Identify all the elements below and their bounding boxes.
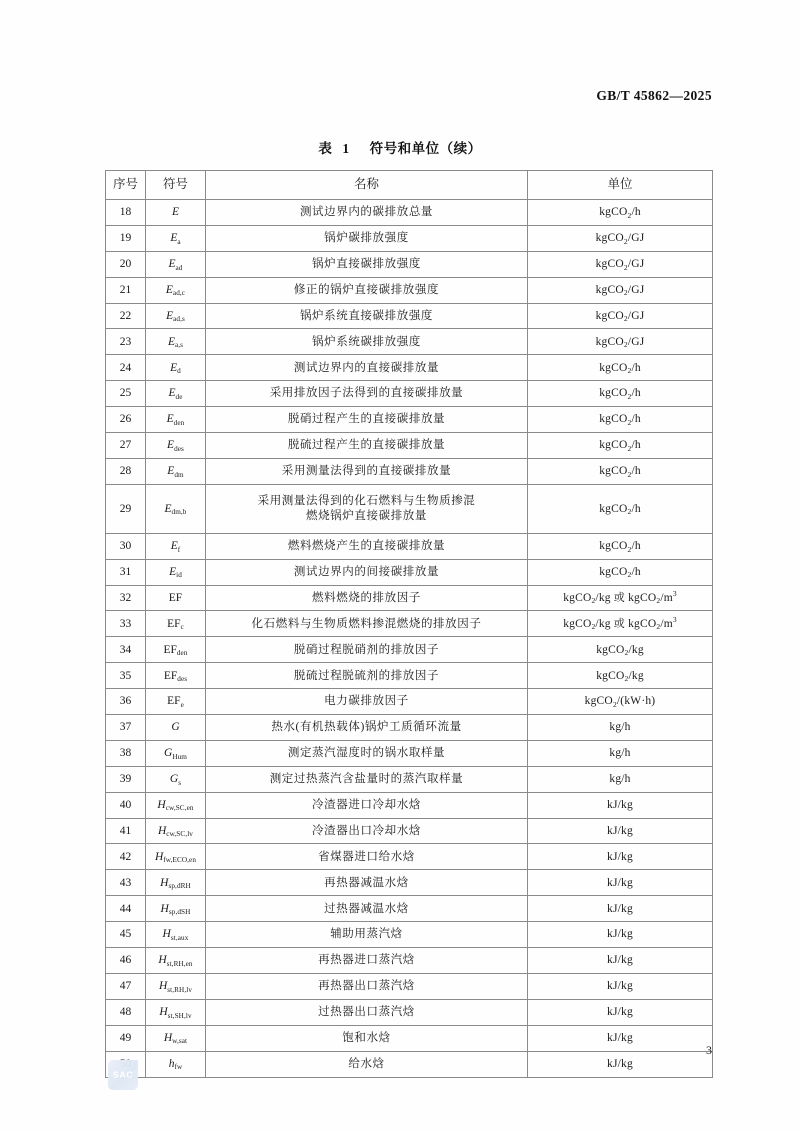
cell-row-number: 26 — [106, 407, 146, 433]
cell-symbol: $E_{ad,s}$ — [146, 303, 206, 329]
cell-name: 辅助用蒸汽焓 — [206, 922, 528, 948]
cell-symbol: G — [146, 715, 206, 741]
cell-name: 过热器减温水焓 — [206, 896, 528, 922]
cell-name: 锅炉系统碳排放强度 — [206, 329, 528, 355]
cell-symbol: $G_{Hum}$ — [146, 740, 206, 766]
table-row — [106, 277, 713, 303]
table-row — [106, 766, 713, 792]
cell-row-number: 47 — [106, 973, 146, 999]
table-row — [106, 329, 713, 355]
symbols-and-units-table — [105, 170, 713, 1078]
cell-unit: kJ/kg — [528, 1025, 713, 1051]
cell-symbol: $H_{st,aux}$ — [146, 922, 206, 948]
cell-unit: kgCO$_2$/(kW·h) — [528, 689, 713, 715]
table-row — [106, 251, 713, 277]
column-header-unit: 单位 — [528, 171, 713, 200]
cell-name: 锅炉碳排放强度 — [206, 225, 528, 251]
table-row — [106, 1051, 713, 1077]
cell-unit: kgCO$_2$/kg 或 $kgCO_2/m^3$ — [528, 585, 713, 611]
table-row — [106, 433, 713, 459]
cell-row-number: 36 — [106, 689, 146, 715]
cell-symbol: $E_{de}$ — [146, 381, 206, 407]
cell-symbol: $EF_{den}$ — [146, 637, 206, 663]
cell-unit: kgCO$_2$/GJ — [528, 225, 713, 251]
table-caption-text: 符号和单位（续） — [369, 141, 482, 156]
table-row — [106, 355, 713, 381]
cell-name: 化石燃料与生物质燃料掺混燃烧的排放因子 — [206, 611, 528, 637]
cell-name: 省煤器进口给水焓 — [206, 844, 528, 870]
table-header-row — [106, 171, 713, 200]
cell-unit: kgCO$_2$/h — [528, 200, 713, 226]
cell-row-number: 20 — [106, 251, 146, 277]
cell-unit: kg/h — [528, 766, 713, 792]
cell-row-number: 23 — [106, 329, 146, 355]
cell-unit: kJ/kg — [528, 870, 713, 896]
cell-row-number: 46 — [106, 948, 146, 974]
cell-symbol: $E_{a,s}$ — [146, 329, 206, 355]
cell-unit: kJ/kg — [528, 1051, 713, 1077]
cell-row-number: 22 — [106, 303, 146, 329]
cell-name: 脱硝过程产生的直接碳排放量 — [206, 407, 528, 433]
column-header-name: 名称 — [206, 171, 528, 200]
table-row — [106, 637, 713, 663]
cell-row-number: 19 — [106, 225, 146, 251]
cell-name: 锅炉系统直接碳排放强度 — [206, 303, 528, 329]
cell-name: 脱硫过程脱硫剂的排放因子 — [206, 663, 528, 689]
cell-name: 冷渣器进口冷却水焓 — [206, 792, 528, 818]
cell-symbol: $E_a$ — [146, 225, 206, 251]
cell-symbol: $G_s$ — [146, 766, 206, 792]
cell-unit: kJ/kg — [528, 818, 713, 844]
page-number: 3 — [706, 1043, 712, 1057]
table-caption-number: 1 — [342, 141, 350, 156]
cell-row-number: 34 — [106, 637, 146, 663]
cell-unit: kgCO$_2$/GJ — [528, 329, 713, 355]
cell-row-number: 42 — [106, 844, 146, 870]
cell-unit: kgCO$_2$/GJ — [528, 251, 713, 277]
cell-name: 采用测量法得到的直接碳排放量 — [206, 458, 528, 484]
cell-row-number: 37 — [106, 715, 146, 741]
table-row — [106, 200, 713, 226]
standard-code-header: GB/T 45862—2025 — [596, 88, 712, 103]
cell-name: 热水(有机热载体)锅炉工质循环流量 — [206, 715, 528, 741]
cell-unit: kg/h — [528, 715, 713, 741]
cell-name: 过热器出口蒸汽焓 — [206, 999, 528, 1025]
cell-row-number: 49 — [106, 1025, 146, 1051]
cell-row-number: 27 — [106, 433, 146, 459]
cell-name: 修正的锅炉直接碳排放强度 — [206, 277, 528, 303]
table-caption-label: 表 — [318, 141, 333, 156]
cell-unit: kgCO$_2$/GJ — [528, 303, 713, 329]
table-row — [106, 740, 713, 766]
cell-symbol: $E_d$ — [146, 355, 206, 381]
table-caption — [0, 137, 800, 157]
table-row — [106, 844, 713, 870]
table-row — [106, 689, 713, 715]
table-row — [106, 225, 713, 251]
cell-name: 测定过热蒸汽含盐量时的蒸汽取样量 — [206, 766, 528, 792]
cell-symbol: $E_{des}$ — [146, 433, 206, 459]
table-row — [106, 381, 713, 407]
cell-unit: kgCO$_2$/kg 或 $kgCO_2/m^3$ — [528, 611, 713, 637]
table-row — [106, 407, 713, 433]
cell-unit: kg/h — [528, 740, 713, 766]
cell-unit: kgCO$_2$/h — [528, 559, 713, 585]
cell-name: 饱和水焓 — [206, 1025, 528, 1051]
table-row — [106, 559, 713, 585]
cell-row-number: 35 — [106, 663, 146, 689]
cell-row-number: 32 — [106, 585, 146, 611]
cell-name: 测定蒸汽湿度时的锅水取样量 — [206, 740, 528, 766]
cell-unit: kgCO$_2$/GJ — [528, 277, 713, 303]
cell-row-number: 18 — [106, 200, 146, 226]
cell-unit: kgCO$_2$/h — [528, 355, 713, 381]
table-row — [106, 896, 713, 922]
cell-name: 测试边界内的间接碳排放量 — [206, 559, 528, 585]
cell-row-number: 33 — [106, 611, 146, 637]
cell-symbol: $EF_c$ — [146, 611, 206, 637]
cell-row-number: 25 — [106, 381, 146, 407]
cell-unit: kJ/kg — [528, 948, 713, 974]
cell-name: 测试边界内的碳排放总量 — [206, 200, 528, 226]
cell-row-number: 41 — [106, 818, 146, 844]
cell-name: 给水焓 — [206, 1051, 528, 1077]
cell-row-number: 40 — [106, 792, 146, 818]
cell-symbol: $h_{fw}$ — [146, 1051, 206, 1077]
table-row — [106, 458, 713, 484]
cell-row-number: 44 — [106, 896, 146, 922]
cell-name: 测试边界内的直接碳排放量 — [206, 355, 528, 381]
cell-unit: kgCO$_2$/h — [528, 484, 713, 533]
table-row — [106, 1025, 713, 1051]
cell-row-number: 24 — [106, 355, 146, 381]
table-row — [106, 973, 713, 999]
cell-symbol: $EF_e$ — [146, 689, 206, 715]
cell-unit: kgCO$_2$/h — [528, 407, 713, 433]
table-row — [106, 484, 713, 533]
symbols-table-container — [105, 170, 712, 1078]
table-row — [106, 999, 713, 1025]
cell-symbol: $E_{dm,b}$ — [146, 484, 206, 533]
table-row — [106, 922, 713, 948]
cell-symbol: $H_{st,SH,lv}$ — [146, 999, 206, 1025]
cell-name: 脱硫过程产生的直接碳排放量 — [206, 433, 528, 459]
cell-unit: kgCO$_2$/h — [528, 533, 713, 559]
cell-symbol: $E_{ad}$ — [146, 251, 206, 277]
table-row — [106, 948, 713, 974]
cell-unit: kgCO$_2$/kg — [528, 663, 713, 689]
cell-unit: kJ/kg — [528, 999, 713, 1025]
cell-symbol: $H_{sp,dRH}$ — [146, 870, 206, 896]
cell-unit: kgCO$_2$/h — [528, 381, 713, 407]
cell-symbol: $H_{fw,ECO,en}$ — [146, 844, 206, 870]
table-row — [106, 585, 713, 611]
cell-symbol: $E_{id}$ — [146, 559, 206, 585]
table-row — [106, 715, 713, 741]
cell-row-number: 48 — [106, 999, 146, 1025]
table-row — [106, 792, 713, 818]
cell-name: 脱硝过程脱硝剂的排放因子 — [206, 637, 528, 663]
table-row — [106, 870, 713, 896]
cell-unit: kJ/kg — [528, 896, 713, 922]
cell-name: 燃料燃烧的排放因子 — [206, 585, 528, 611]
cell-name: 锅炉直接碳排放强度 — [206, 251, 528, 277]
cell-row-number: 21 — [106, 277, 146, 303]
cell-name: 采用测量法得到的化石燃料与生物质掺混 燃烧锅炉直接碳排放量 — [206, 484, 528, 533]
cell-symbol: EF — [146, 585, 206, 611]
cell-row-number: 28 — [106, 458, 146, 484]
cell-unit: kgCO$_2$/h — [528, 433, 713, 459]
cell-row-number: 29 — [106, 484, 146, 533]
column-header-no: 序号 — [106, 171, 146, 200]
sac-watermark-logo: SAC — [108, 1060, 138, 1090]
cell-symbol: $E_{ad,c}$ — [146, 277, 206, 303]
cell-symbol: $H_{w,sat}$ — [146, 1025, 206, 1051]
cell-row-number: 43 — [106, 870, 146, 896]
cell-symbol: E — [146, 200, 206, 226]
cell-unit: kgCO$_2$/kg — [528, 637, 713, 663]
cell-name: 再热器进口蒸汽焓 — [206, 948, 528, 974]
table-row — [106, 533, 713, 559]
cell-symbol: $H_{st,RH,lv}$ — [146, 973, 206, 999]
cell-name: 冷渣器出口冷却水焓 — [206, 818, 528, 844]
table-row — [106, 303, 713, 329]
cell-row-number: 31 — [106, 559, 146, 585]
cell-unit: kJ/kg — [528, 844, 713, 870]
table-row — [106, 663, 713, 689]
cell-symbol: $H_{sp,dSH}$ — [146, 896, 206, 922]
cell-unit: kJ/kg — [528, 922, 713, 948]
cell-symbol: $E_{den}$ — [146, 407, 206, 433]
cell-unit: kJ/kg — [528, 792, 713, 818]
cell-symbol: $EF_{des}$ — [146, 663, 206, 689]
cell-row-number: 38 — [106, 740, 146, 766]
cell-symbol: $H_{cw,SC,en}$ — [146, 792, 206, 818]
cell-name: 再热器出口蒸汽焓 — [206, 973, 528, 999]
cell-name: 采用排放因子法得到的直接碳排放量 — [206, 381, 528, 407]
table-row — [106, 611, 713, 637]
cell-unit: kgCO$_2$/h — [528, 458, 713, 484]
cell-symbol: $E_f$ — [146, 533, 206, 559]
cell-name: 电力碳排放因子 — [206, 689, 528, 715]
cell-name: 再热器减温水焓 — [206, 870, 528, 896]
cell-row-number: 39 — [106, 766, 146, 792]
table-body — [106, 200, 713, 1078]
cell-unit: kJ/kg — [528, 973, 713, 999]
cell-row-number: 30 — [106, 533, 146, 559]
column-header-symbol: 符号 — [146, 171, 206, 200]
cell-symbol: $H_{cw,SC,lv}$ — [146, 818, 206, 844]
table-row — [106, 818, 713, 844]
cell-symbol: $E_{dm}$ — [146, 458, 206, 484]
cell-row-number: 45 — [106, 922, 146, 948]
cell-name: 燃料燃烧产生的直接碳排放量 — [206, 533, 528, 559]
cell-symbol: $H_{st,RH,en}$ — [146, 948, 206, 974]
